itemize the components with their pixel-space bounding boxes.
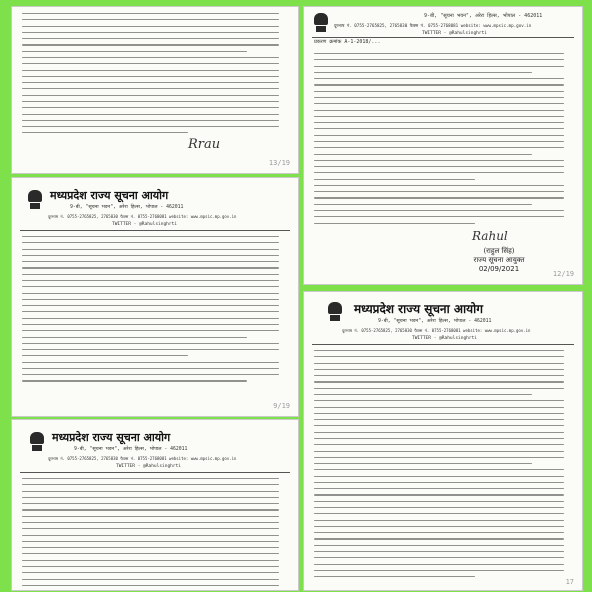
header-divider — [312, 344, 574, 345]
signature: Rahul — [472, 229, 508, 243]
document-page-top-right — [304, 7, 582, 284]
body-text — [22, 13, 290, 139]
page-number: 9/19 — [273, 402, 290, 410]
body-text — [22, 236, 290, 387]
signatory-date: 02/09/2021 — [478, 265, 520, 273]
page-number: 17 — [565, 578, 574, 586]
twitter-handle: TWITTER - @Rahulsinghrti — [412, 336, 478, 341]
contact-line: दूरभाष नं. 0755-2765825, 2765830 फैक्स नं. 0755-2768081 website: www.mpsic.mp.gov.in — [334, 23, 532, 28]
body-text — [22, 478, 290, 590]
state-emblem-icon — [28, 190, 42, 212]
twitter-handle: TWITTER - @Rahulsinghrti — [112, 222, 178, 227]
commission-title: मध्यप्रदेश राज्य सूचना आयोग — [50, 189, 169, 202]
signatory-designation: राज्य सूचना आयुक्त — [473, 256, 525, 264]
document-page-middle-right — [304, 292, 582, 590]
contact-line: दूरभाष नं. 0755-2765825, 2765830 फैक्स नं. 0755-2768081 website: www.mpsic.mp.gov.in — [48, 456, 237, 461]
signature: Rrau — [188, 137, 221, 152]
twitter-handle: TWITTER - @Rahulsinghrti — [116, 464, 182, 469]
document-page-middle-left — [12, 178, 298, 416]
address-line: 9-बी, "सूचना भवन", अरेरा हिल्स, भोपाल - 462011 — [70, 205, 184, 210]
state-emblem-icon — [328, 302, 342, 324]
body-text — [314, 350, 574, 582]
header-divider — [312, 37, 574, 38]
contact-line: दूरभाष नं. 0755-2765825, 2765830 फैक्स नं. 0755-2768081 website: www.mpsic.mp.gov.in — [48, 214, 237, 219]
signatory-name: (राहुल सिंह) — [483, 247, 515, 255]
state-emblem-icon — [30, 432, 44, 454]
case-reference: प्रकरण क्रमांक A-1-2018/... — [314, 39, 381, 45]
signatory-block — [454, 247, 544, 274]
page-number: 12/19 — [552, 270, 574, 278]
contact-line: दूरभाष नं. 0755-2765825, 2765830 फैक्स नं. 0755-2768081 website: www.mpsic.mp.gov.in — [342, 328, 531, 333]
address-line: 9-बी, "सूचना भवन", अरेरा हिल्स, भोपाल - 462011 — [74, 447, 188, 452]
document-page-bottom-left — [12, 420, 298, 590]
page-number: 13/19 — [268, 159, 290, 167]
commission-title: मध्यप्रदेश राज्य सूचना आयोग — [354, 302, 483, 316]
header-divider — [20, 472, 290, 473]
twitter-handle: TWITTER - @Rahulsinghrti — [422, 31, 488, 36]
document-page-top-left — [12, 7, 298, 173]
body-text — [314, 53, 574, 229]
address-line: 9-बी, "सूचना भवन", अरेरा हिल्स, भोपाल - 462011 — [378, 319, 492, 324]
address-line: 9-बी, "सूचना भवन", अरेरा हिल्स, भोपाल - 462011 — [424, 13, 543, 19]
header-divider — [20, 230, 290, 231]
state-emblem-icon — [314, 13, 328, 35]
commission-title: मध्यप्रदेश राज्य सूचना आयोग — [52, 431, 171, 444]
